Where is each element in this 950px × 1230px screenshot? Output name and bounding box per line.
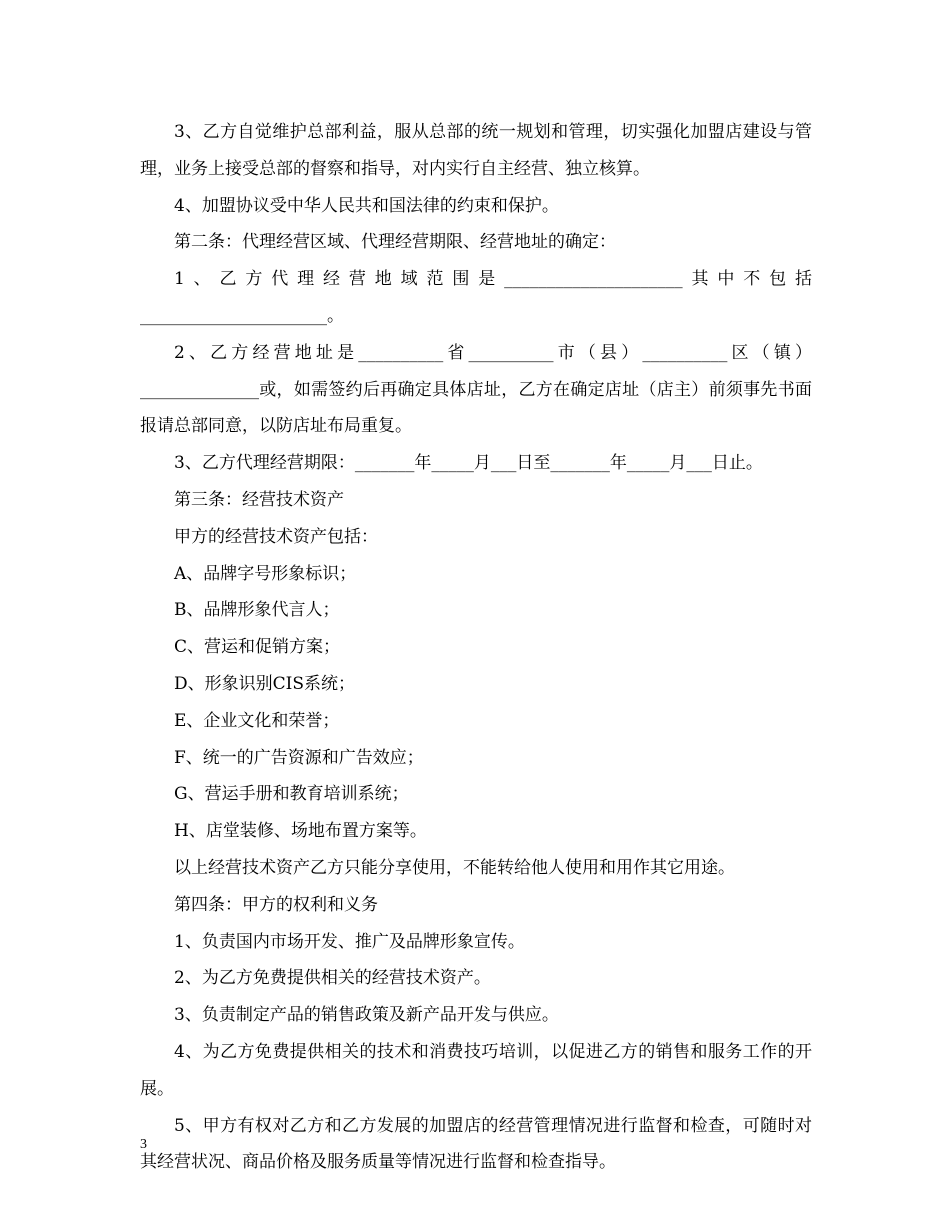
asset-item-c: C、营运和促销方案； [174,637,341,658]
party-a-duty-3: 3、负责制定产品的销售政策及新产品开发与供应。 [174,1005,559,1026]
paragraph-address: 2、乙方经营地址是__________省__________市（县）__________区（镇）______________或，如需签约后再确定具体店址，乙方在确定店址（店主）前须事先书面报请总部同意，以防店址布局重复。 [140,342,812,437]
asset-item-f: F、统一的广告资源和广告效应； [174,747,424,768]
party-a-duty-1: 1、负责国内市场开发、推广及品牌形象宣传。 [174,931,525,952]
paragraph-territory: 1、乙方代理经营地域范围是_____________________其中不包括______________________。 [140,269,812,326]
paragraph-clause-4: 4、加盟协议受中华人民共和国法律的约束和保护。 [174,195,559,216]
document-body [140,114,812,1181]
party-a-duty-4: 4、为乙方免费提供相关的技术和消费技巧培训，以促进乙方的销售和服务工作的开展。 [140,1041,812,1099]
paragraph-term: 3、乙方代理经营期限：_______年_____月___日至_______年_____月___日止。 [174,453,763,474]
asset-item-h: H、店堂装修、场地布置方案等。 [174,821,427,842]
article-2-heading: 第二条：代理经营区域、代理经营期限、经营地址的确定： [174,232,616,253]
asset-item-g: G、营运手册和教育培训系统； [174,784,409,805]
asset-item-d: D、形象识别CIS系统； [174,673,355,694]
asset-item-a: A、品牌字号形象标识； [174,563,357,584]
article-3-heading: 第三条：经营技术资产 [174,489,344,510]
party-a-duty-2: 2、为乙方免费提供相关的经营技术资产。 [174,968,491,989]
paragraph-clause-3: 3、乙方自觉维护总部利益，服从总部的统一规划和管理，切实强化加盟店建设与管理，业务上接受总部的督察和指导，对内实行自主经营、独立核算。 [140,122,812,179]
party-a-duty-5: 5、甲方有权对乙方和乙方发展的加盟店的经营管理情况进行监督和检查，可随时对其经营状况、商品价格及服务质量等情况进行监督和检查指导。 [140,1115,812,1173]
assets-intro: 甲方的经营技术资产包括： [174,526,378,547]
asset-item-e: E、企业文化和荣誉； [174,710,340,731]
page-number: 3 [140,1137,147,1152]
article-4-heading: 第四条：甲方的权利和义务 [174,894,378,915]
asset-item-b: B、品牌形象代言人； [174,600,340,621]
assets-usage-note: 以上经营技术资产乙方只能分享使用，不能转给他人使用和用作其它用途。 [174,857,735,878]
